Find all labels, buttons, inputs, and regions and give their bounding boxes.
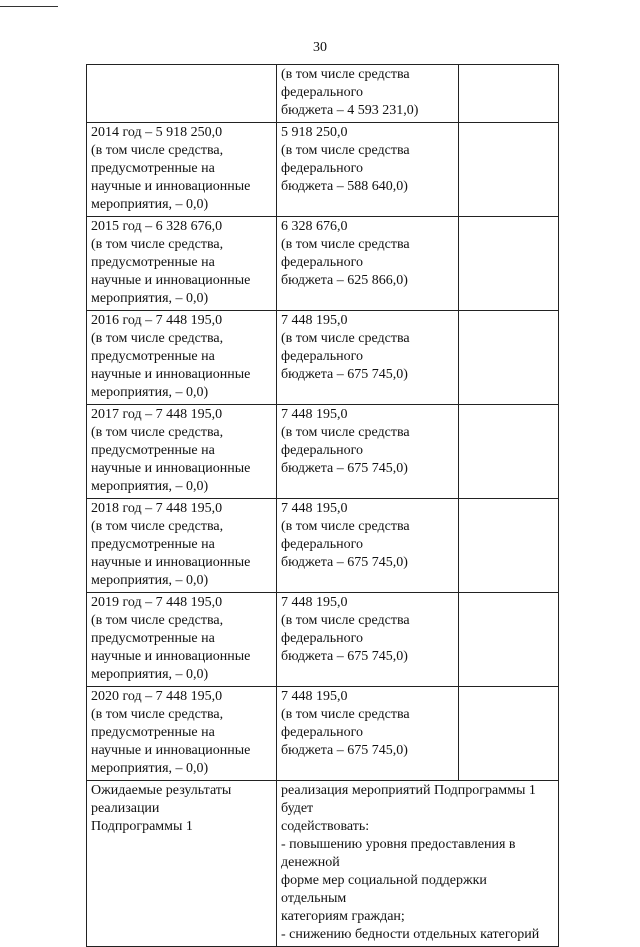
table-row (87, 687, 559, 781)
table-cell-year: 2020 год – 7 448 195,0 (в том числе средства, предусмотренные на научные и инновационные мероприятия, – 0,0) (87, 687, 277, 781)
table-cell-amount: 7 448 195,0 (в том числе средства федерального бюджета – 675 745,0) (277, 593, 459, 687)
top-rule (0, 6, 58, 7)
table-row (87, 499, 559, 593)
table-cell-amount: 7 448 195,0 (в том числе средства федерального бюджета – 675 745,0) (277, 405, 459, 499)
table-row (87, 311, 559, 405)
table-cell-empty (459, 217, 559, 311)
table-row (87, 65, 559, 123)
expected-results-label: Ожидаемые результаты реализации Подпрограммы 1 (87, 781, 277, 947)
table-cell-year: 2018 год – 7 448 195,0 (в том числе средства, предусмотренные на научные и инновационные мероприятия, – 0,0) (87, 499, 277, 593)
table-cell-amount: 7 448 195,0 (в том числе средства федерального бюджета – 675 745,0) (277, 311, 459, 405)
expected-results-row (87, 781, 559, 947)
table-row (87, 217, 559, 311)
table-cell-amount: 5 918 250,0 (в том числе средства федерального бюджета – 588 640,0) (277, 123, 459, 217)
table-row (87, 123, 559, 217)
table-cell-year: 2016 год – 7 448 195,0 (в том числе средства, предусмотренные на научные и инновационные мероприятия, – 0,0) (87, 311, 277, 405)
table-cell-amount: (в том числе средства федерального бюджета – 4 593 231,0) (277, 65, 459, 123)
table-cell-empty (459, 687, 559, 781)
table-cell-empty (459, 311, 559, 405)
table-cell-year: 2017 год – 7 448 195,0 (в том числе средства, предусмотренные на научные и инновационные мероприятия, – 0,0) (87, 405, 277, 499)
table-cell-amount: 7 448 195,0 (в том числе средства федерального бюджета – 675 745,0) (277, 687, 459, 781)
expected-results-text: реализация мероприятий Подпрограммы 1 будет содействовать: - повышению уровня предоставления в денежной форме мер социальной поддержки отдельным категориям граждан; - снижению бедности отдельных категорий (277, 781, 559, 947)
table-cell-year (87, 65, 277, 123)
table-cell-empty (459, 593, 559, 687)
table-cell-year: 2019 год – 7 448 195,0 (в том числе средства, предусмотренные на научные и инновационные мероприятия, – 0,0) (87, 593, 277, 687)
table-cell-empty (459, 123, 559, 217)
table-row (87, 405, 559, 499)
table-cell-empty (459, 65, 559, 123)
table-cell-empty (459, 499, 559, 593)
table-row (87, 593, 559, 687)
page-number: 30 (313, 40, 327, 55)
table-cell-year: 2014 год – 5 918 250,0 (в том числе средства, предусмотренные на научные и инновационные мероприятия, – 0,0) (87, 123, 277, 217)
table-cell-year: 2015 год – 6 328 676,0 (в том числе средства, предусмотренные на научные и инновационные мероприятия, – 0,0) (87, 217, 277, 311)
table-cell-amount: 6 328 676,0 (в том числе средства федерального бюджета – 625 866,0) (277, 217, 459, 311)
funding-table (86, 64, 559, 947)
table-cell-empty (459, 405, 559, 499)
table-cell-amount: 7 448 195,0 (в том числе средства федерального бюджета – 675 745,0) (277, 499, 459, 593)
